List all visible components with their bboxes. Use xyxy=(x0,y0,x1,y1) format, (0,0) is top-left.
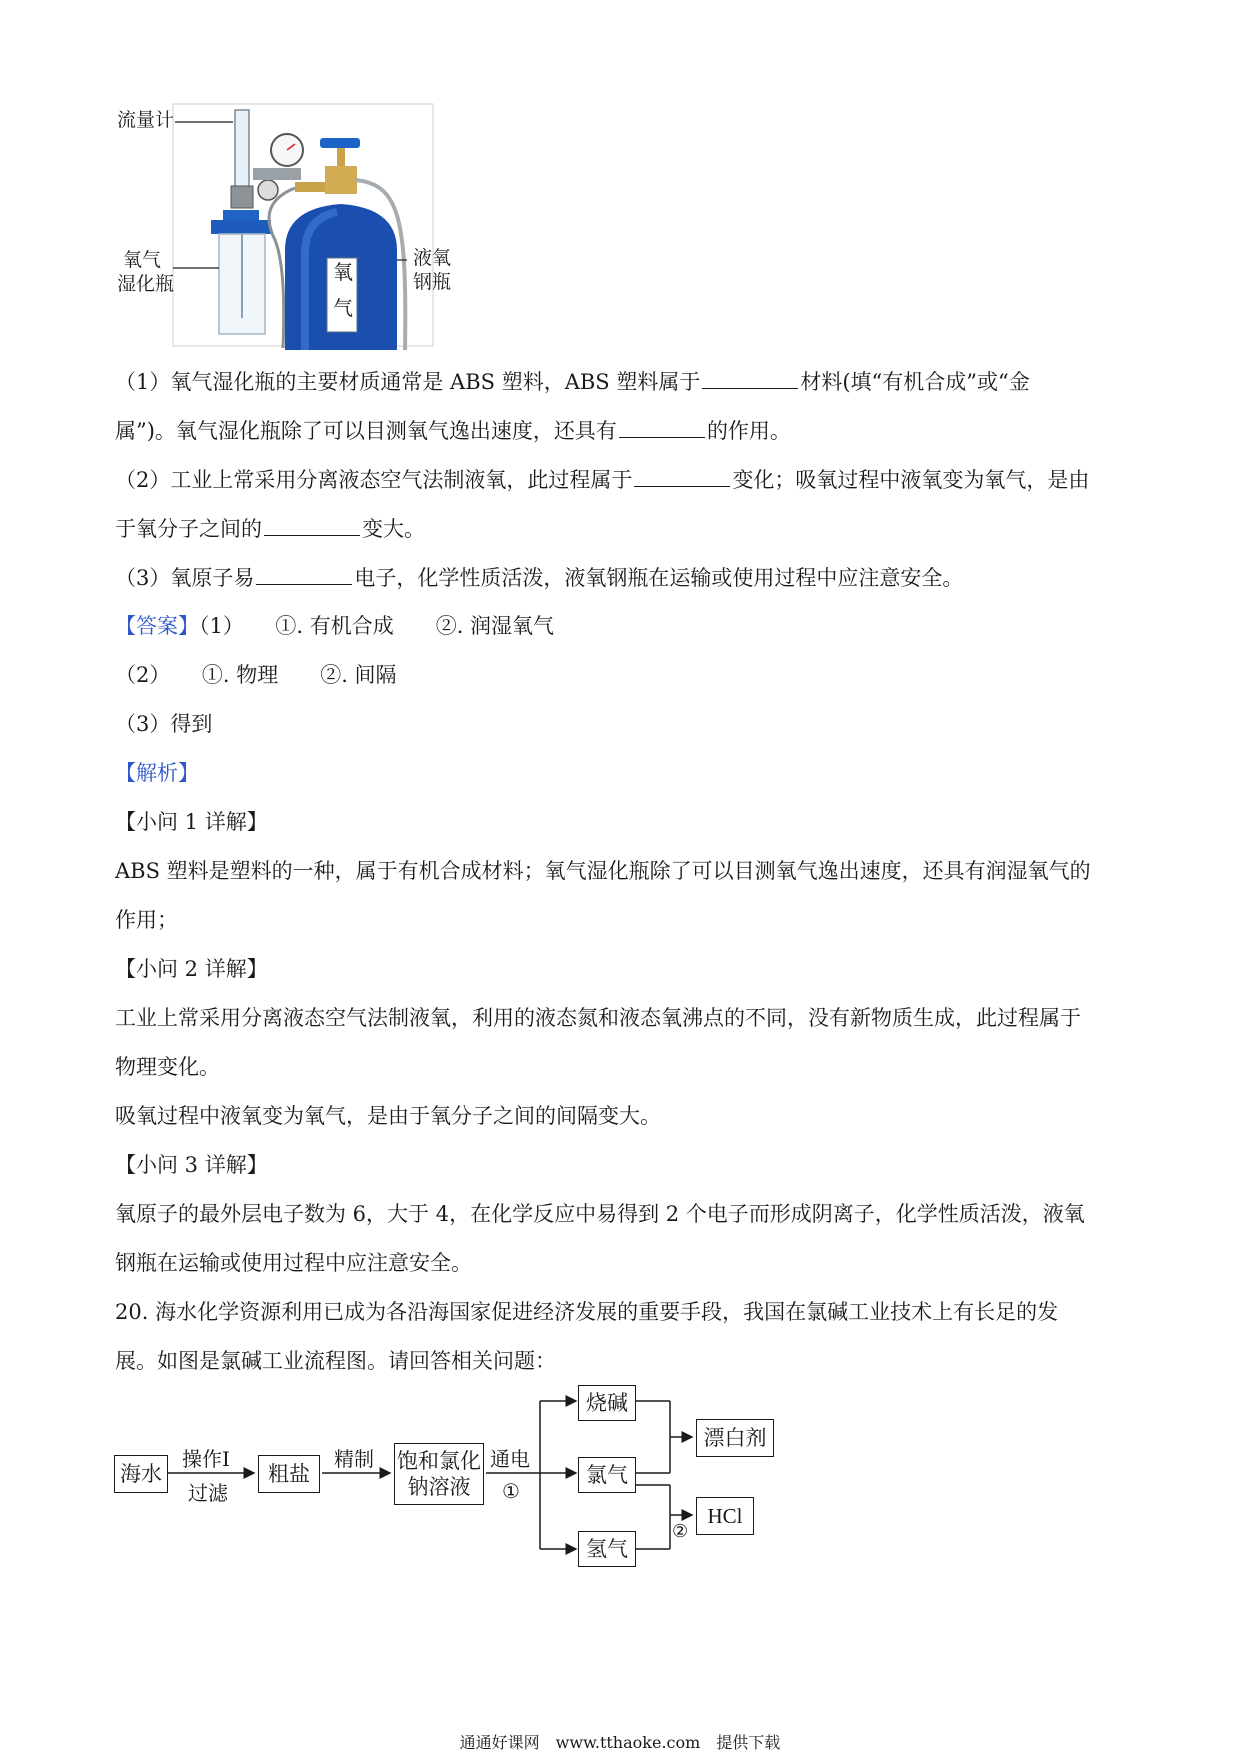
hydrogen-box: 氢气 xyxy=(578,1531,636,1567)
q2-text-d: 变大。 xyxy=(362,517,425,541)
bleach-box: 漂白剂 xyxy=(696,1419,774,1457)
cylinder-text-line1: 氧 xyxy=(333,260,353,284)
question-3-line-1 xyxy=(115,562,963,593)
q1-text-b: 材料(填“有机合成”或“金 xyxy=(800,370,1030,394)
brine-label-line1: 饱和氯化 xyxy=(397,1449,481,1473)
analysis-tag: 【解析】 xyxy=(115,761,199,785)
chlorine-box: 氯气 xyxy=(578,1457,636,1493)
analysis-paragraph-2-line-3: 吸氧过程中液氧变为氧气，是由于氧分子之间的间隔变大。 xyxy=(115,1104,661,1128)
q2-text-b: 变化；吸氧过程中液氧变为氧气，是由 xyxy=(732,468,1090,492)
analysis-paragraph-1-line-2: 作用； xyxy=(115,908,178,932)
seawater-box: 海水 xyxy=(114,1455,168,1493)
question-2-line-2 xyxy=(115,513,425,544)
q2-text-c: 于氧分子之间的 xyxy=(115,517,262,541)
answer-1: （1） ①. 有机合成 ②. 润湿氧气 xyxy=(199,614,555,638)
q2-text-a: （2）工业上常采用分离液态空气法制液氧，此过程属于 xyxy=(115,468,633,492)
answer-line-1 xyxy=(115,611,554,641)
answer-blank xyxy=(619,415,705,438)
answer-blank xyxy=(702,366,798,389)
step-2-marker: ② xyxy=(672,1521,689,1542)
step-1-marker: ① xyxy=(502,1479,520,1503)
q1-text-d: 的作用。 xyxy=(706,419,791,443)
question-1-line-1 xyxy=(115,366,1030,397)
q3-text-b: 电子，化学性质活泼，液氧钢瓶在运输或使用过程中应注意安全。 xyxy=(354,566,964,590)
answer-blank xyxy=(264,513,360,536)
crude-salt-box: 粗盐 xyxy=(258,1455,320,1493)
analysis-heading-1: 【小问 1 详解】 xyxy=(115,810,268,834)
q3-text-a: （3）氧原子易 xyxy=(115,566,255,590)
oxygen-apparatus-illustration xyxy=(115,100,485,350)
brine-label-line2: 钠溶液 xyxy=(407,1475,471,1499)
chlor-alkali-flowchart xyxy=(112,1385,792,1575)
humidifier-label-line1: 氧气 xyxy=(123,249,162,271)
hcl-box: HCl xyxy=(696,1497,754,1535)
question-20-line-2: 展。如图是氯碱工业流程图。请回答相关问题： xyxy=(115,1349,556,1373)
analysis-paragraph-2-line-1: 工业上常采用分离液态空气法制液氧，利用的液态氮和液态氧沸点的不同，没有新物质生成，此过程属于 xyxy=(115,1006,1081,1030)
answer-line-2 xyxy=(115,660,397,690)
filtration-label: 过滤 xyxy=(188,1481,228,1505)
cylinder-label-line2: 钢瓶 xyxy=(413,271,452,293)
question-20-line-1: 20. 海水化学资源利用已成为各沿海国家促进经济发展的重要手段，我国在氯碱工业技术上有长足的发 xyxy=(115,1300,1059,1324)
q1-text-a: （1）氧气湿化瓶的主要材质通常是 ABS 塑料，ABS 塑料属于 xyxy=(115,370,701,394)
flowmeter-label: 流量计 xyxy=(117,109,175,131)
answer-tag: 【答案】 xyxy=(115,614,199,638)
electrolysis-label: 通电 xyxy=(490,1447,530,1471)
analysis-paragraph-3-line-1: 氧原子的最外层电子数为 6，大于 4，在化学反应中易得到 2 个电子而形成阴离子，化学性质活泼，液氧 xyxy=(115,1202,1085,1226)
saturated-brine-box xyxy=(394,1443,484,1505)
answer-line-3 xyxy=(115,709,212,739)
oxygen-apparatus-figure xyxy=(115,100,485,350)
analysis-heading-3: 【小问 3 详解】 xyxy=(115,1153,268,1177)
q1-text-c: 属”)。氧气湿化瓶除了可以目测氧气逸出速度，还具有 xyxy=(115,419,617,443)
analysis-paragraph-1-line-1: ABS 塑料是塑料的一种，属于有机合成材料；氧气湿化瓶除了可以目测氧气逸出速度，还具有润湿氧气的 xyxy=(115,859,1091,883)
caustic-soda-box: 烧碱 xyxy=(578,1385,636,1421)
cylinder-label-line1: 液氧 xyxy=(413,247,452,269)
cylinder-text-line2: 气 xyxy=(333,296,353,320)
humidifier-label-line2: 湿化瓶 xyxy=(117,273,175,295)
answer-blank xyxy=(256,562,352,585)
analysis-heading-2: 【小问 2 详解】 xyxy=(115,957,268,981)
answer-blank xyxy=(634,464,730,487)
question-1-line-2 xyxy=(115,415,791,446)
analysis-paragraph-2-line-2: 物理变化。 xyxy=(115,1055,220,1079)
page-footer: 通通好课网 www.tthaoke.com 提供下载 xyxy=(459,1733,781,1752)
question-2-line-1 xyxy=(115,464,1089,495)
operation-1-label: 操作I xyxy=(182,1447,230,1471)
answer-2: （2） ①. 物理 ②. 间隔 xyxy=(115,663,397,687)
refine-label: 精制 xyxy=(334,1447,374,1471)
answer-3: （3）得到 xyxy=(115,712,213,736)
analysis-paragraph-3-line-2: 钢瓶在运输或使用过程中应注意安全。 xyxy=(115,1251,472,1275)
